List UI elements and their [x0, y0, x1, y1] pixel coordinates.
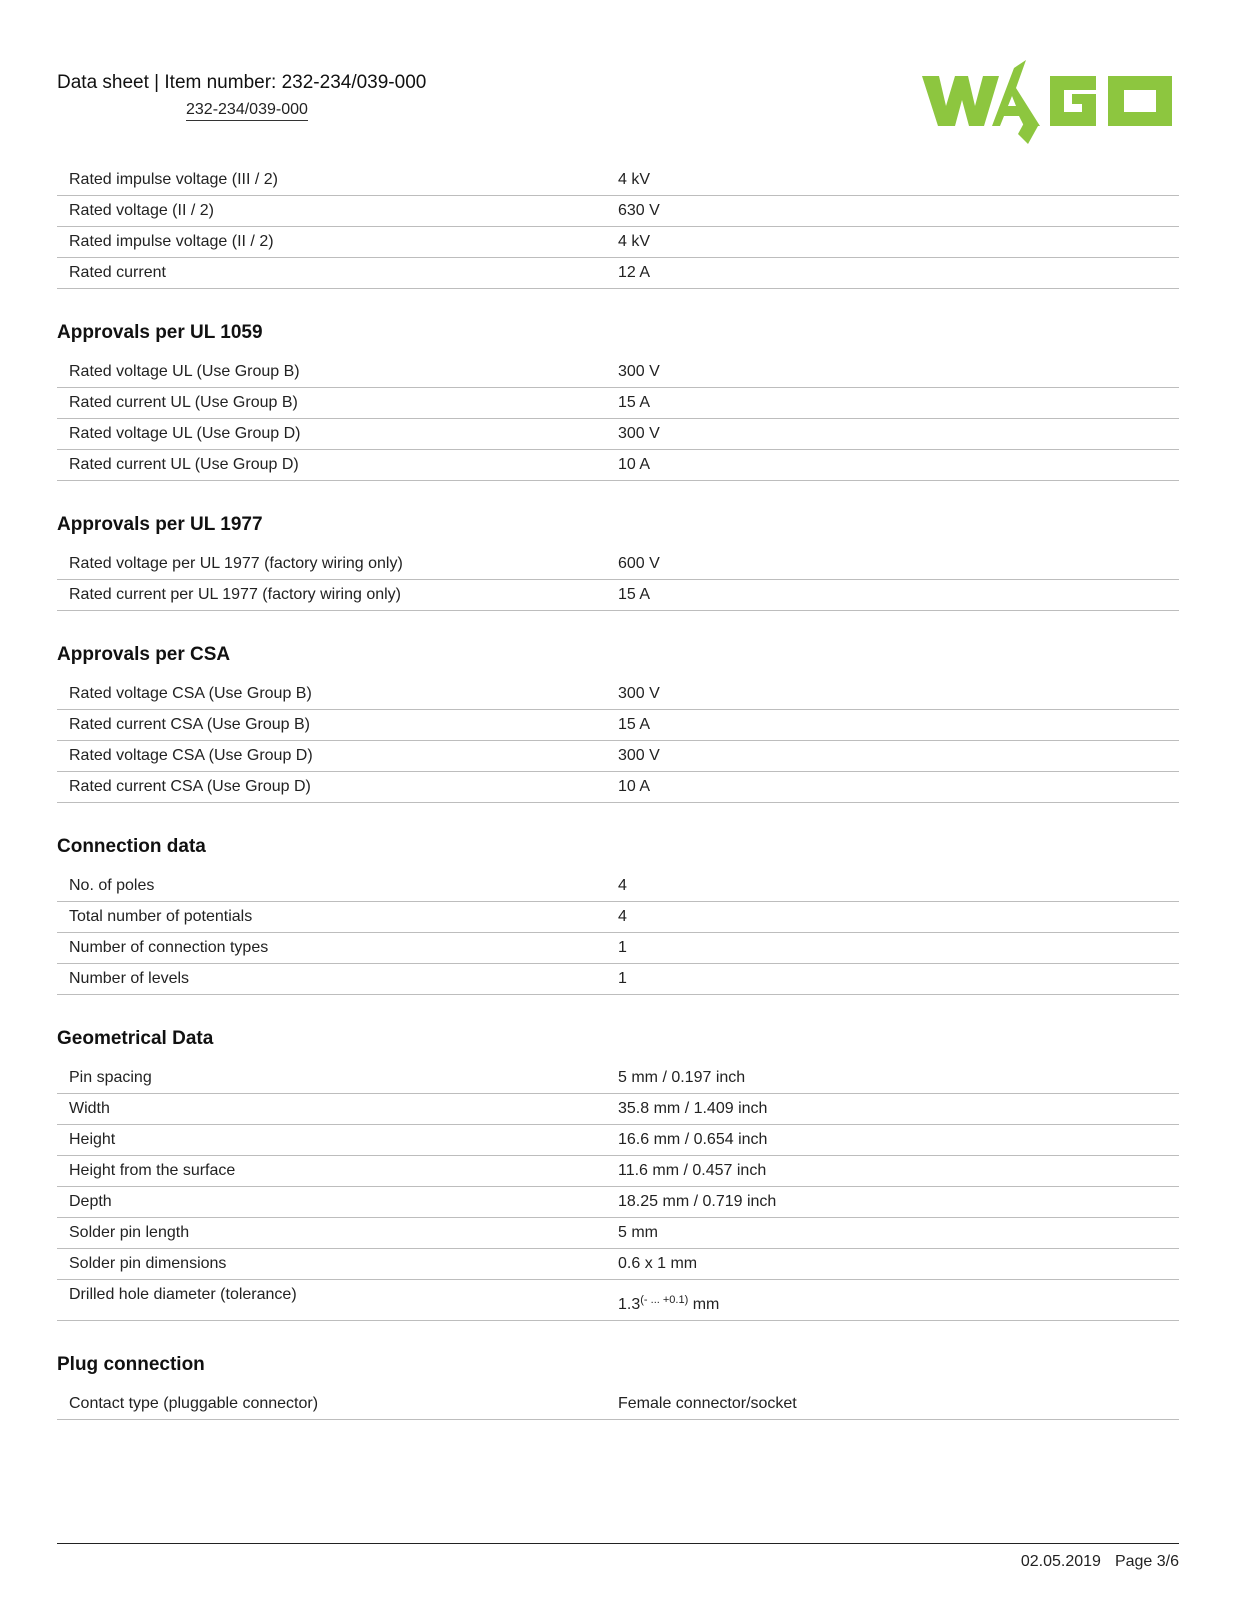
row-value: 0.6 x 1 mm	[618, 1249, 1179, 1280]
row-value: 4	[618, 871, 1179, 902]
geometrical-data-table	[57, 1063, 1179, 1321]
row-value: 600 V	[618, 549, 1179, 580]
table-row	[57, 450, 1179, 481]
row-label: Number of levels	[57, 964, 618, 995]
ul-1059-table	[57, 357, 1179, 481]
rated-values-table	[57, 165, 1179, 289]
table-row	[57, 165, 1179, 196]
row-label: Solder pin length	[57, 1218, 618, 1249]
table-row	[57, 1063, 1179, 1094]
row-label: Total number of potentials	[57, 902, 618, 933]
row-label: Width	[57, 1094, 618, 1125]
table-row	[57, 357, 1179, 388]
row-value: 16.6 mm / 0.654 inch	[618, 1125, 1179, 1156]
table-row	[57, 964, 1179, 995]
section-title-ul-1059: Approvals per UL 1059	[57, 322, 263, 343]
row-value: 300 V	[618, 357, 1179, 388]
row-value: 1	[618, 933, 1179, 964]
row-value: 15 A	[618, 580, 1179, 611]
table-row	[57, 419, 1179, 450]
item-number-link[interactable]: 232-234/039-000	[186, 101, 308, 121]
section-title-ul-1977: Approvals per UL 1977	[57, 514, 263, 535]
hole-diameter-tolerance: (- ... +0.1)	[640, 1294, 689, 1306]
section-title-connection-data: Connection data	[57, 836, 206, 857]
row-label: No. of poles	[57, 871, 618, 902]
table-row	[57, 388, 1179, 419]
row-label: Rated voltage CSA (Use Group B)	[57, 679, 618, 710]
row-value: 630 V	[618, 196, 1179, 227]
table-row	[57, 933, 1179, 964]
table-row	[57, 1218, 1179, 1249]
row-label: Rated impulse voltage (II / 2)	[57, 227, 618, 258]
row-value: 11.6 mm / 0.457 inch	[618, 1156, 1179, 1187]
row-value: 5 mm / 0.197 inch	[618, 1063, 1179, 1094]
datasheet-content	[57, 165, 1179, 1420]
row-label: Solder pin dimensions	[57, 1249, 618, 1280]
table-row	[57, 1094, 1179, 1125]
footer-date: 02.05.2019	[1020, 1553, 1101, 1570]
table-row	[57, 1125, 1179, 1156]
row-value: 12 A	[618, 258, 1179, 289]
table-row	[57, 580, 1179, 611]
row-value: 15 A	[618, 710, 1179, 741]
section-title-geometrical-data: Geometrical Data	[57, 1028, 214, 1049]
row-label: Rated current	[57, 258, 618, 289]
row-label: Rated voltage UL (Use Group D)	[57, 419, 618, 450]
footer	[1007, 1553, 1179, 1571]
row-label: Depth	[57, 1187, 618, 1218]
table-row	[57, 1389, 1179, 1420]
footer-divider	[57, 1543, 1179, 1544]
row-label: Contact type (pluggable connector)	[57, 1389, 618, 1420]
table-row	[57, 1156, 1179, 1187]
row-value: 4 kV	[618, 227, 1179, 258]
plug-connection-table	[57, 1389, 1179, 1420]
row-value: 10 A	[618, 450, 1179, 481]
csa-table	[57, 679, 1179, 803]
table-row	[57, 227, 1179, 258]
hole-diameter-value: 1.3	[618, 1296, 641, 1313]
page-title: Data sheet | Item number: 232-234/039-000	[57, 72, 427, 93]
row-label: Rated current CSA (Use Group B)	[57, 710, 618, 741]
row-label: Rated current UL (Use Group B)	[57, 388, 618, 419]
table-row	[57, 772, 1179, 803]
row-label: Rated voltage UL (Use Group B)	[57, 357, 618, 388]
table-row	[57, 741, 1179, 772]
row-label: Rated current per UL 1977 (factory wiring only)	[57, 580, 618, 611]
row-label: Rated voltage (II / 2)	[57, 196, 618, 227]
row-value: 10 A	[618, 772, 1179, 803]
row-label: Rated impulse voltage (III / 2)	[57, 165, 618, 196]
row-label: Rated current UL (Use Group D)	[57, 450, 618, 481]
connection-data-table	[57, 871, 1179, 995]
row-label: Drilled hole diameter (tolerance)	[57, 1280, 618, 1321]
row-value: 5 mm	[618, 1218, 1179, 1249]
row-label: Rated voltage CSA (Use Group D)	[57, 741, 618, 772]
table-row	[57, 679, 1179, 710]
row-value: 300 V	[618, 419, 1179, 450]
row-value	[618, 1280, 1179, 1321]
table-row	[57, 549, 1179, 580]
section-title-plug-connection: Plug connection	[57, 1354, 205, 1375]
row-label: Number of connection types	[57, 933, 618, 964]
footer-page-number: Page 3/6	[1114, 1553, 1179, 1570]
row-value: 4 kV	[618, 165, 1179, 196]
hole-diameter-unit: mm	[688, 1296, 720, 1313]
row-value: 4	[618, 902, 1179, 933]
wago-logo-icon	[922, 60, 1178, 144]
row-value: 1	[618, 964, 1179, 995]
row-value: 18.25 mm / 0.719 inch	[618, 1187, 1179, 1218]
table-row	[57, 1187, 1179, 1218]
row-label: Pin spacing	[57, 1063, 618, 1094]
row-value: 15 A	[618, 388, 1179, 419]
row-label: Height from the surface	[57, 1156, 618, 1187]
table-row	[57, 196, 1179, 227]
table-row	[57, 710, 1179, 741]
section-title-csa: Approvals per CSA	[57, 644, 231, 665]
row-label: Height	[57, 1125, 618, 1156]
table-row	[57, 902, 1179, 933]
row-value: 35.8 mm / 1.409 inch	[618, 1094, 1179, 1125]
table-row	[57, 1280, 1179, 1321]
table-row	[57, 258, 1179, 289]
row-value: 300 V	[618, 679, 1179, 710]
row-label: Rated current CSA (Use Group D)	[57, 772, 618, 803]
ul-1977-table	[57, 549, 1179, 611]
table-row	[57, 1249, 1179, 1280]
row-value: Female connector/socket	[618, 1389, 1179, 1420]
table-row	[57, 871, 1179, 902]
row-label: Rated voltage per UL 1977 (factory wiring only)	[57, 549, 618, 580]
row-value: 300 V	[618, 741, 1179, 772]
